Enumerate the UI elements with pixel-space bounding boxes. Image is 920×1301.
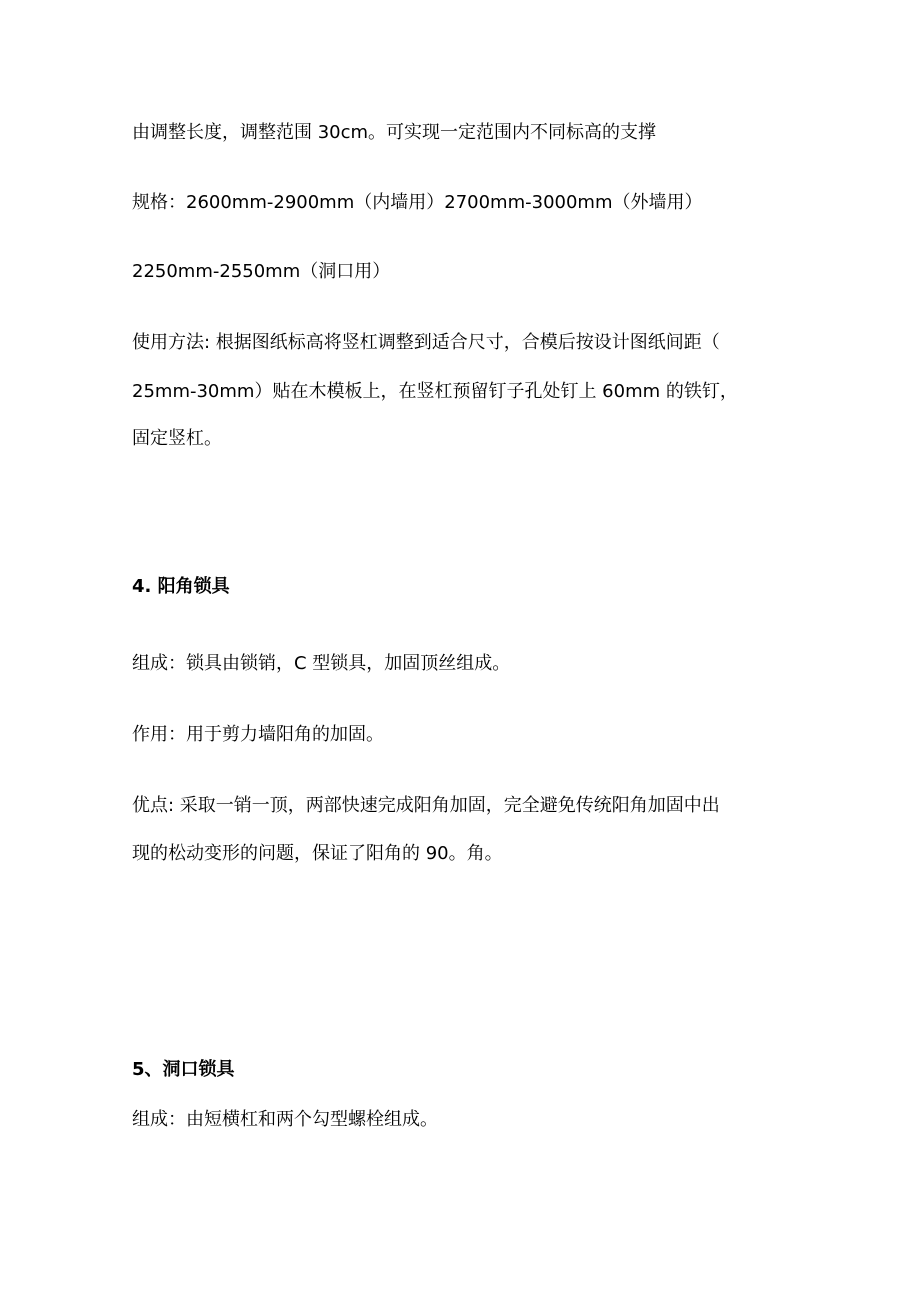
section-4-advantages-line-2: 现的松动变形的问题，保证了阳角的 90。角。 <box>132 843 503 864</box>
section-5-composition: 组成：由短横杠和两个勾型螺栓组成。 <box>132 1109 438 1130</box>
section-4-heading: 4. 阳角锁具 <box>132 576 230 597</box>
section-4-advantages-line-1: 优点: 采取一销一顶，两部快速完成阳角加固，完全避免传统阳角加固中出 <box>132 795 720 816</box>
usage-method-line-1: 使用方法: 根据图纸标高将竖杠调整到适合尺寸，合模后按设计图纸间距（ <box>132 332 720 353</box>
section-4-function: 作用：用于剪力墙阳角的加固。 <box>132 724 384 745</box>
usage-method-line-2: 25mm-30mm）贴在木模板上，在竖杠预留钉子孔处钉上 60mm 的铁钉， <box>132 381 738 402</box>
section-4-composition: 组成：锁具由锁销，C 型锁具，加固顶丝组成。 <box>132 653 511 674</box>
section-5-heading: 5、洞口锁具 <box>132 1059 235 1080</box>
adjustment-range-text: 由调整长度，调整范围 30cm。可实现一定范围内不同标高的支撑 <box>132 122 657 143</box>
usage-method-line-3: 固定竖杠。 <box>132 428 222 449</box>
specification-text: 规格：2600mm-2900mm（内墙用）2700mm-3000mm（外墙用） <box>132 192 703 213</box>
opening-specification-text: 2250mm-2550mm（洞口用） <box>132 261 391 282</box>
